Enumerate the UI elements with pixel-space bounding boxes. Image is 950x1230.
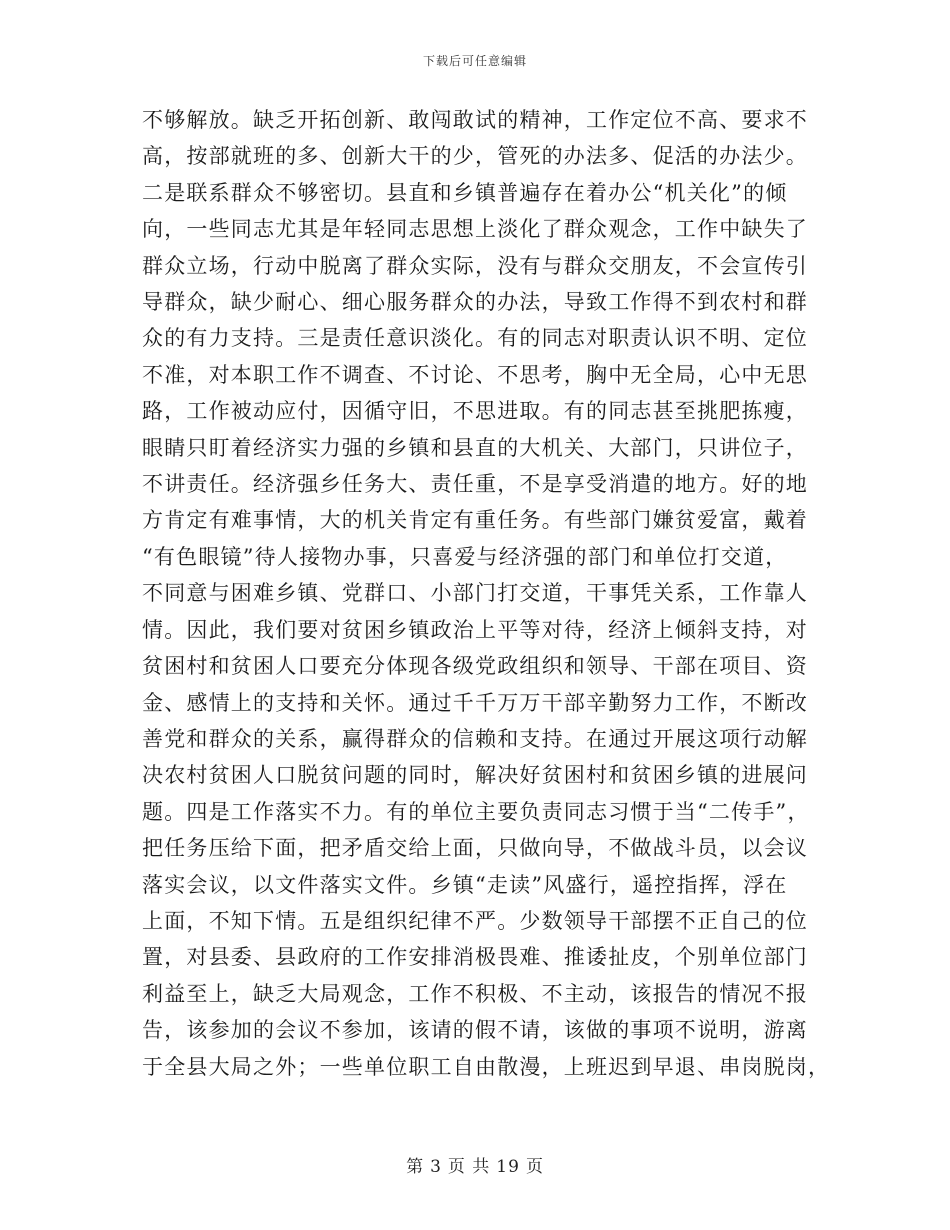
body-line: 决农村贫困人口脱贫问题的同时，解决好贫困村和贫困乡镇的进展问 xyxy=(142,763,808,788)
document-body xyxy=(142,102,831,1085)
footer-suffix: 页 xyxy=(525,1157,544,1177)
body-line: 上面，不知下情。五是组织纪律不严。少数领导干部摆不正自己的位 xyxy=(142,908,808,933)
body-line: “有色眼镜”待人接物办事，只喜爱与经济强的部门和单位打交道， xyxy=(142,544,788,569)
body-line: 告，该参加的会议不参加，该请的假不请，该做的事项不说明，游离 xyxy=(142,1018,808,1043)
footer-middle: 页 共 xyxy=(447,1157,491,1177)
body-line: 导群众，缺少耐心、细心服务群众的办法，导致工作得不到农村和群 xyxy=(142,290,808,315)
body-line: 把任务压给下面，把矛盾交给上面，只做向导，不做战斗员，以会议 xyxy=(142,836,808,861)
body-line: 贫困村和贫困人口要充分体现各级党政组织和领导、干部在项目、资 xyxy=(142,654,808,679)
body-line: 向，一些同志尤其是年轻同志思想上淡化了群众观念，工作中缺失了 xyxy=(142,217,808,242)
body-line: 不准，对本职工作不调查、不讨论、不思考，胸中无全局，心中无思 xyxy=(142,362,808,387)
body-line: 群众立场，行动中脱离了群众实际，没有与群众交朋友，不会宣传引 xyxy=(142,253,808,278)
body-line: 不同意与困难乡镇、党群口、小部门打交道，干事凭关系，工作靠人 xyxy=(142,581,808,606)
body-line: 于全县大局之外；一些单位职工自由散漫，上班迟到早退、串岗脱岗， xyxy=(142,1054,831,1079)
body-line: 路，工作被动应付，因循守旧，不思进取。有的同志甚至挑肥拣瘦， xyxy=(142,399,808,424)
footer-prefix: 第 xyxy=(406,1157,425,1177)
page-footer xyxy=(0,1152,950,1177)
current-page-number: 3 xyxy=(430,1157,442,1177)
body-line: 置，对县委、县政府的工作安排消极畏难、推诿扯皮，个别单位部门 xyxy=(142,945,808,970)
body-line: 眼睛只盯着经济实力强的乡镇和县直的大机关、大部门，只讲位子， xyxy=(142,435,808,460)
body-line: 二是联系群众不够密切。县直和乡镇普遍存在着办公“机关化”的倾 xyxy=(142,180,788,205)
body-line: 情。因此，我们要对贫困乡镇政治上平等对待，经济上倾斜支持，对 xyxy=(142,617,808,642)
body-line: 利益至上，缺乏大局观念，工作不积极、不主动，该报告的情况不报 xyxy=(142,981,808,1006)
body-line: 方肯定有难事情，大的机关肯定有重任务。有些部门嫌贫爱富，戴着 xyxy=(142,508,808,533)
body-line: 不够解放。缺乏开拓创新、敢闯敢试的精神，工作定位不高、要求不 xyxy=(142,108,808,132)
body-line: 金、感情上的支持和关怀。通过千千万万干部辛勤努力工作，不断改 xyxy=(142,690,808,715)
body-line: 众的有力支持。三是责任意识淡化。有的同志对职责认识不明、定位 xyxy=(142,326,808,351)
body-line: 不讲责任。经济强乡任务大、责任重，不是享受消遣的地方。好的地 xyxy=(142,472,808,497)
total-pages-number: 19 xyxy=(496,1157,520,1177)
body-line: 落实会议，以文件落实文件。乡镇“走读”风盛行，遥控指挥，浮在 xyxy=(142,872,788,897)
body-line: 善党和群众的关系，赢得群众的信赖和支持。在通过开展这项行动解 xyxy=(142,726,808,751)
body-line: 高，按部就班的多、创新大干的少，管死的办法多、促活的办法少。 xyxy=(142,144,808,169)
body-line: 题。四是工作落实不力。有的单位主要负责同志习惯于当“二传手”， xyxy=(142,799,810,824)
header-note: 下载后可任意编辑 xyxy=(422,54,527,68)
